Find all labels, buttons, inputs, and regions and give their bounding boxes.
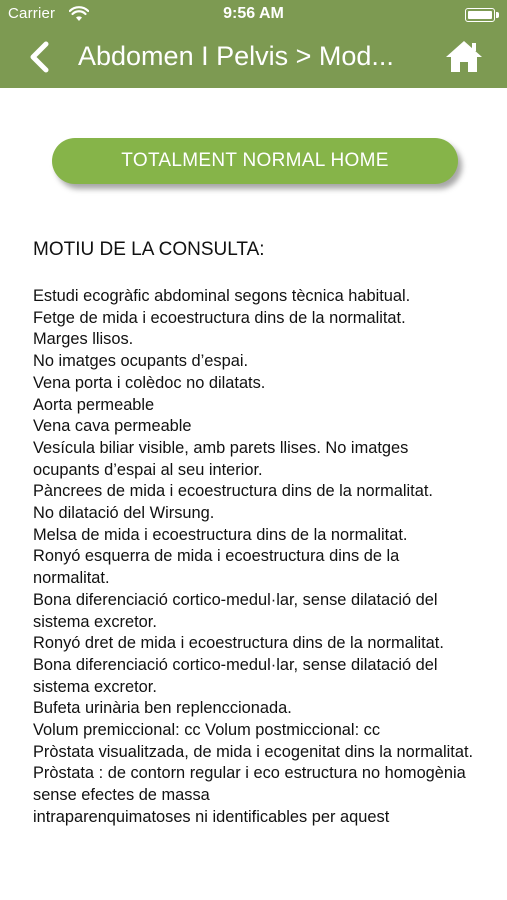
report-line: Pròstata : de contorn regular i eco estructura no homogènia sense efectes de massa bbox=[33, 764, 466, 805]
back-button[interactable] bbox=[22, 40, 56, 74]
report-line: Vena cava permeable bbox=[33, 417, 192, 436]
home-icon bbox=[445, 39, 483, 73]
report-line: Vesícula biliar visible, amb parets llises. No imatges ocupants d’espai al seu interior. bbox=[33, 438, 409, 479]
report-line: Bona diferenciació cortico-medul·lar, sense dilatació del sistema excretor. bbox=[33, 655, 438, 696]
navigation-header bbox=[0, 0, 507, 88]
report-line: Estudi ecogràfic abdominal segons tècnica habitual. bbox=[33, 287, 411, 305]
report-line: Bufeta urinària ben replenccionada. bbox=[33, 699, 292, 718]
report-line: Pàncrees de mida i ecoestructura dins de la normalitat. bbox=[33, 482, 433, 501]
report-line: Volum premiccional: cc Volum postmiccional: cc bbox=[33, 721, 381, 740]
report-line: Ronyó esquerra de mida i ecoestructura dins de la normalitat. bbox=[33, 547, 400, 588]
report-line: Pròstata visualitzada, de mida i ecogenitat dins la normalitat. bbox=[33, 742, 474, 761]
report-line: Bona diferenciació cortico-medul·lar, sense dilatació del sistema excretor. bbox=[33, 590, 438, 631]
home-button[interactable] bbox=[445, 38, 483, 74]
page-title: Abdomen I Pelvis > Mod... bbox=[78, 41, 394, 71]
report-line: Aorta permeable bbox=[33, 395, 155, 414]
report-line: intraparenquimatoses ni identificables per aquest bbox=[33, 807, 390, 826]
report-line: Vena porta i colèdoc no dilatats. bbox=[33, 373, 266, 392]
section-title: MOTIU DE LA CONSULTA: bbox=[33, 239, 265, 260]
status-bar bbox=[0, 0, 507, 30]
report-text bbox=[33, 286, 478, 829]
report-line: Melsa de mida i ecoestructura dins de la normalitat. bbox=[33, 525, 408, 544]
carrier-label: Carrier bbox=[8, 5, 56, 22]
report-line: Ronyó dret de mida i ecoestructura dins de la normalitat. bbox=[33, 634, 444, 653]
report-line: No dilatació del Wirsung. bbox=[33, 504, 215, 523]
chevron-left-icon bbox=[28, 41, 50, 73]
report-line: Fetge de mida i ecoestructura dins de la normalitat. bbox=[33, 308, 406, 327]
report-line: Marges llisos. bbox=[33, 330, 134, 349]
battery-icon bbox=[465, 8, 495, 22]
report-line: No imatges ocupants d’espai. bbox=[33, 352, 249, 371]
totalment-normal-home-button[interactable]: TOTALMENT NORMAL HOME bbox=[52, 138, 458, 184]
clock: 9:56 AM bbox=[223, 5, 284, 22]
